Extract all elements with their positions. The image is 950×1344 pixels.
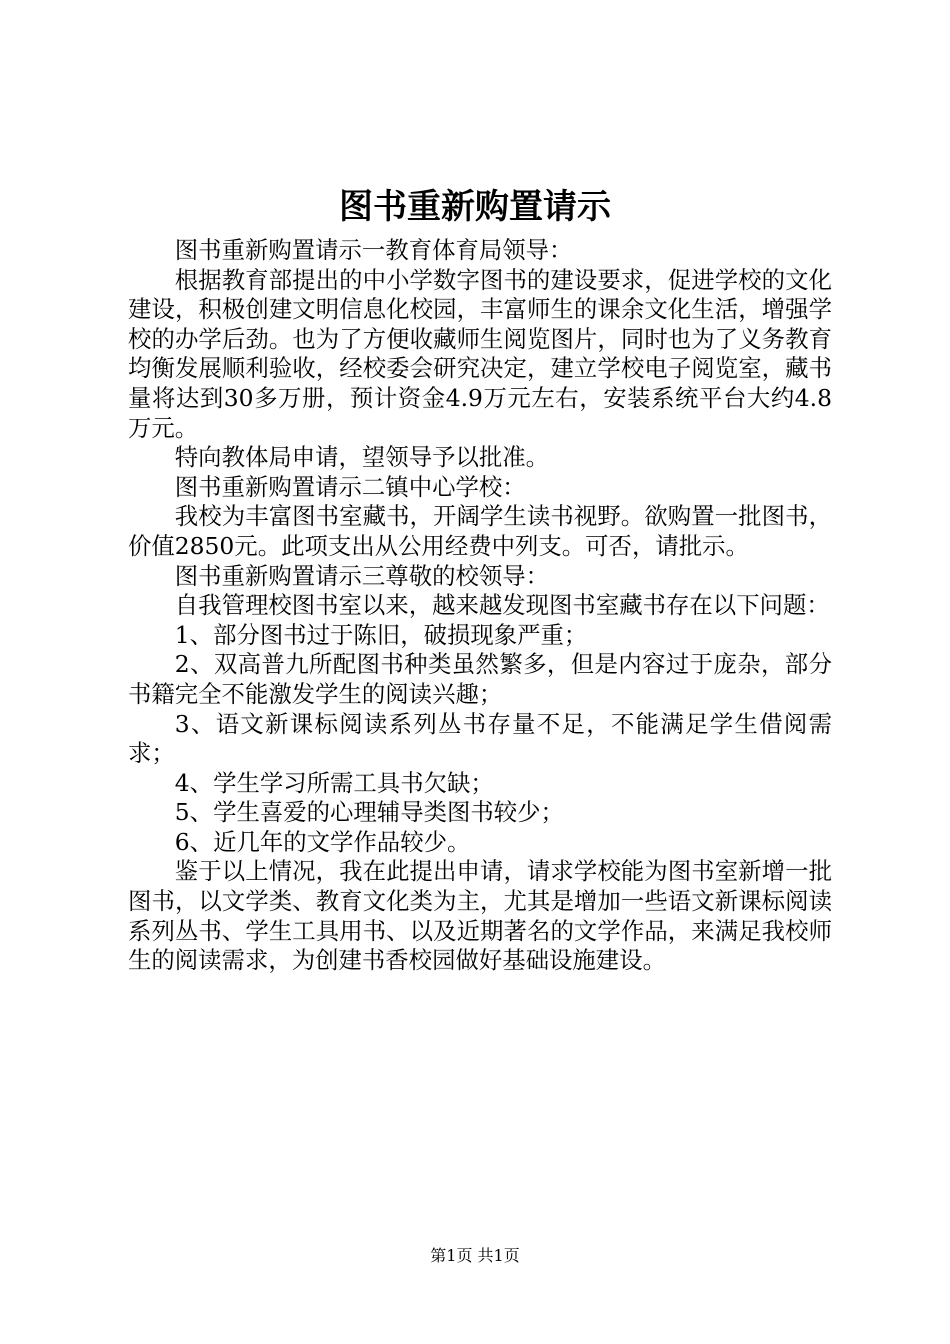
paragraph-request-three-salutation: 图书重新购置请示三尊敬的校领导：	[174, 561, 550, 590]
paragraph-request-one-closing: 特向教体局申请，望领导予以批准。	[174, 443, 550, 472]
document-title: 图书重新购置请示	[339, 187, 611, 227]
list-item-problem-6: 6、近几年的文学作品较少。	[174, 827, 471, 856]
list-item-problem-3: 3、语文新课标阅读系列丛书存量不足，不能满足学生借阅需求；	[128, 709, 832, 768]
paragraph-request-two-body: 我校为丰富图书室藏书，开阔学生读书视野。欲购置一批图书，价值2850元。此项支出从公用经费中列支。可否，请批示。	[128, 502, 832, 560]
document-body	[128, 236, 832, 976]
list-item-problem-5: 5、学生喜爱的心理辅导类图书较少；	[174, 798, 564, 827]
paragraph-request-two-salutation: 图书重新购置请示二镇中心学校：	[174, 472, 526, 501]
paragraph-request-one-body: 根据教育部提出的中小学数字图书的建设要求，促进学校的文化建设，积极创建文明信息化校园，丰富师生的课余文化生活，增强学校的办学后劲。也为了方便收藏师生阅览图片，同时也为了义务教育均衡发展顺利验收，经校委会研究决定，建立学校电子阅览室，藏书量将达到30多万册，预计资金4.9万元左右，安装系统平台大约4.8万元。	[128, 265, 832, 442]
page-footer: 第1页 共1页	[430, 1246, 520, 1265]
list-item-problem-2: 2、双高普九所配图书种类虽然繁多，但是内容过于庞杂，部分书籍完全不能激发学生的阅读兴趣；	[128, 650, 832, 708]
list-item-problem-4: 4、学生学习所需工具书欠缺；	[174, 768, 494, 797]
paragraph-request-three-conclusion: 鉴于以上情况，我在此提出申请，请求学校能为图书室新增一批图书，以文学类、教育文化类为主，尤其是增加一些语文新课标阅读系列丛书、学生工具用书、以及近期著名的文学作品，来满足我校师生的阅读需求，为创建书香校园做好基础设施建设。	[128, 857, 832, 975]
paragraph-request-one-salutation: 图书重新购置请示一教育体育局领导：	[174, 236, 573, 264]
list-item-problem-1: 1、部分图书过于陈旧，破损现象严重；	[174, 620, 588, 649]
paragraph-request-three-intro: 自我管理校图书室以来，越来越发现图书室藏书存在以下问题：	[174, 591, 830, 620]
